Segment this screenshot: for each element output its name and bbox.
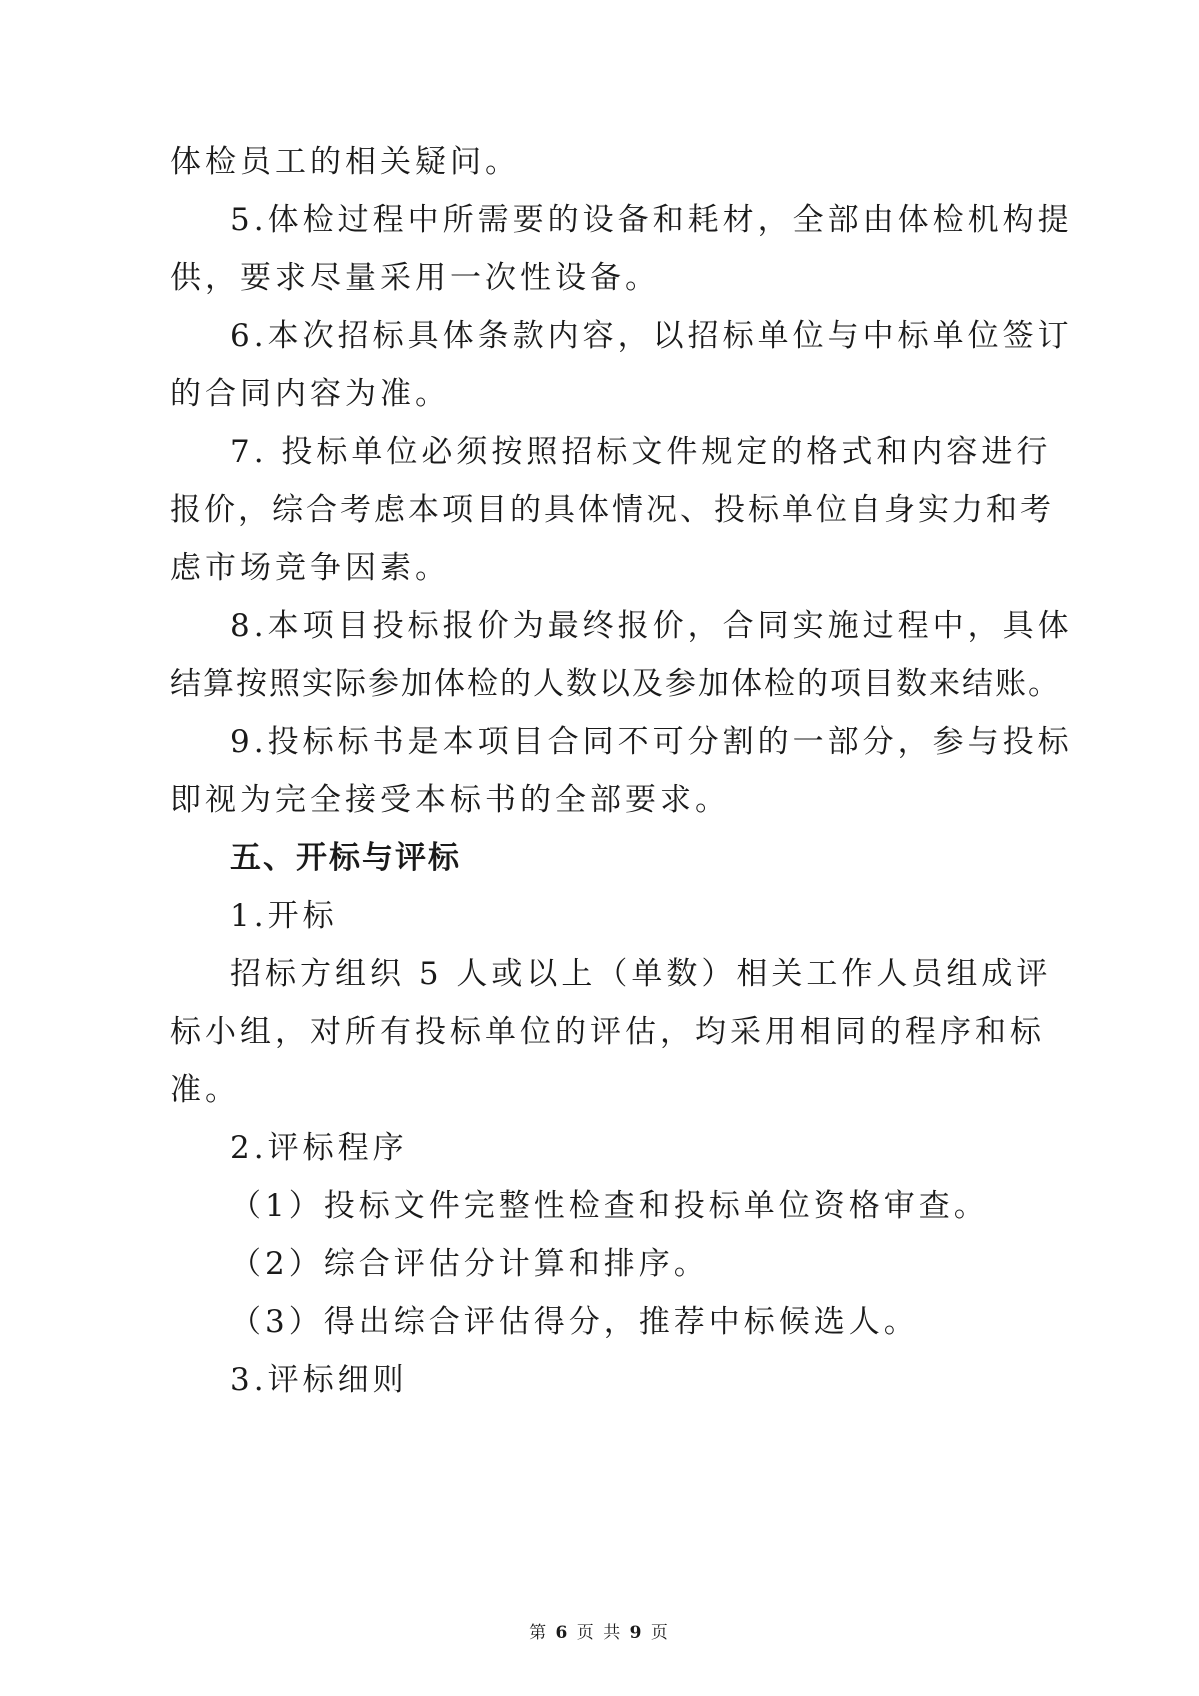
subsection-heading: 1.开标: [230, 898, 338, 934]
text-line: 准。: [170, 1072, 240, 1108]
list-item: （1）投标文件完整性检查和投标单位资格审查。: [230, 1188, 989, 1224]
text-line: 招标方组织 5 人或以上（单数）相关工作人员组成评: [230, 956, 1052, 992]
subsection-heading: 3.评标细则: [230, 1362, 408, 1398]
text-line: 5.体检过程中所需要的设备和耗材，全部由体检机构提: [230, 202, 1073, 238]
subsection-heading: 2.评标程序: [230, 1130, 408, 1166]
text-line: 即视为完全接受本标书的全部要求。: [170, 782, 730, 818]
footer-middle: 页 共: [576, 1623, 623, 1643]
total-page-number: 9: [629, 1623, 644, 1643]
footer-suffix: 页: [650, 1623, 670, 1643]
list-item: （3）得出综合评估得分，推荐中标候选人。: [230, 1304, 919, 1340]
text-line: 6.本次招标具体条款内容，以招标单位与中标单位签订: [230, 318, 1073, 354]
text-line: 7. 投标单位必须按照招标文件规定的格式和内容进行: [230, 434, 1052, 470]
text-line: 供，要求尽量采用一次性设备。: [170, 260, 660, 296]
text-line: 的合同内容为准。: [170, 376, 450, 412]
text-line: 体检员工的相关疑问。: [170, 144, 520, 180]
text-line: 结算按照实际参加体检的人数以及参加体检的项目数来结账。: [170, 666, 1061, 702]
text-line: 虑市场竞争因素。: [170, 550, 450, 586]
current-page-number: 6: [555, 1623, 570, 1643]
page-footer: [0, 1621, 1199, 1645]
text-line: 8.本项目投标报价为最终报价，合同实施过程中，具体: [230, 608, 1073, 644]
footer-prefix: 第: [529, 1623, 549, 1643]
text-line: 报价，综合考虑本项目的具体情况、投标单位自身实力和考: [170, 492, 1054, 528]
section-heading: 五、开标与评标: [230, 840, 461, 876]
list-item: （2）综合评估分计算和排序。: [230, 1246, 709, 1282]
text-line: 标小组，对所有投标单位的评估，均采用相同的程序和标: [170, 1014, 1045, 1050]
text-line: 9.投标标书是本项目合同不可分割的一部分，参与投标: [230, 724, 1073, 760]
